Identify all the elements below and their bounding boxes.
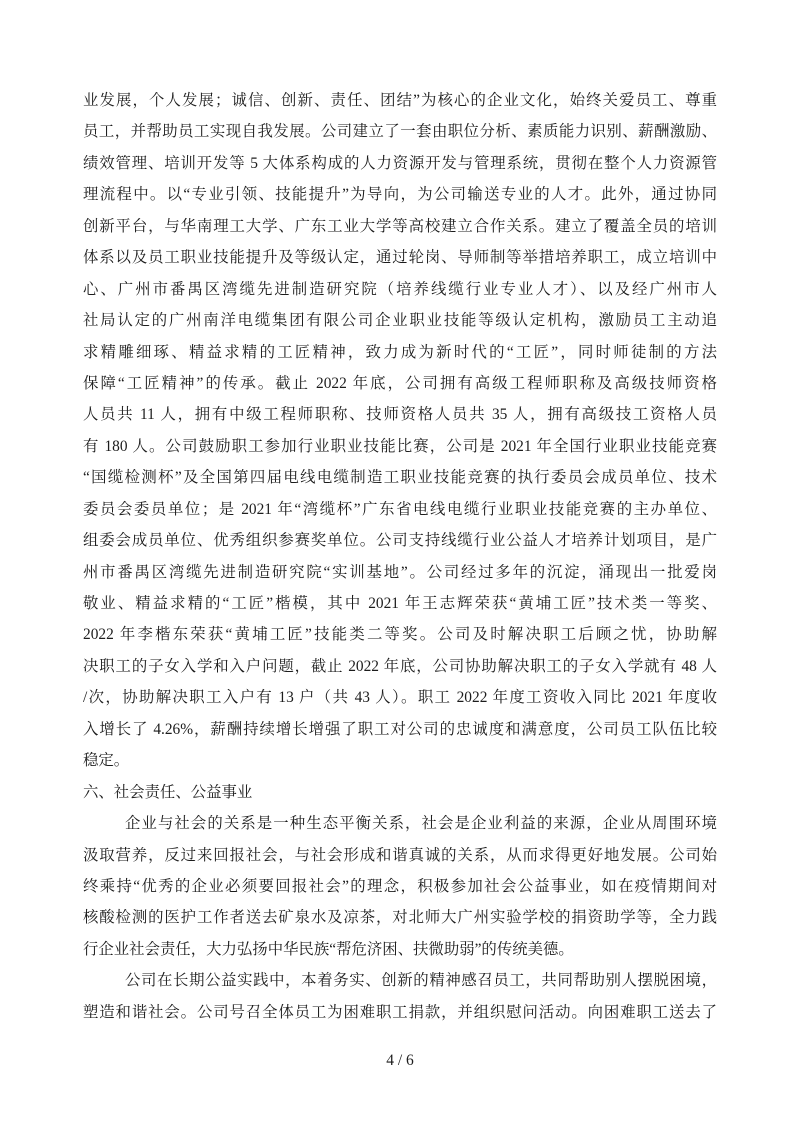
text-line: 入增长了 4.26%，薪酬持续增长增强了职工对公司的忠诚度和满意度，公司员工队伍比较 <box>83 720 717 738</box>
text-line: 理流程中。以“专业引领、技能提升”为导向，为公司输送专业的人才。此外，通过协同 <box>83 186 717 204</box>
text-line: 行企业社会责任，大力弘扬中华民族“帮危济困、扶微助弱”的传统美德。 <box>83 940 574 958</box>
text-line: 核酸检测的医护工作者送去矿泉水及凉茶，对北师大广州实验学校的捐资助学等，全力践 <box>83 909 717 927</box>
text-line: 2022 年李楷东荣获“黄埔工匠”技能类二等奖。公司及时解决职工后顾之忧，协助解 <box>83 626 717 644</box>
text-line: 塑造和谐社会。公司号召全体员工为困难职工捐款，并组织慰问活动。向困难职工送去了 <box>83 1003 717 1021</box>
section-heading: 六、社会责任、公益事业 <box>83 783 253 801</box>
text-line: 保障“工匠精神”的传承。截止 2022 年底，公司拥有高级工程师职称及高级技师资格 <box>83 374 717 392</box>
text-line: 决职工的子女入学和入户问题，截止 2022 年底，公司协助解决职工的子女入学就有 48 人 <box>83 657 717 675</box>
text-line: 企业与社会的关系是一种生态平衡关系，社会是企业利益的来源，企业从周围环境 <box>125 815 717 833</box>
text-line: 人员共 11 人，拥有中级工程师职称、技师资格人员共 35 人，拥有高级技工资格人员 <box>83 406 717 424</box>
text-line: 社局认定的广州南洋电缆集团有限公司企业职业技能等级认定机构，激励员工主动追 <box>83 312 717 330</box>
text-line: 绩效管理、培训开发等 5 大体系构成的人力资源开发与管理系统，贯彻在整个人力资源管 <box>83 154 717 172</box>
text-line: “国缆检测杯”及全国第四届电线电缆制造工职业技能竞赛的执行委员会成员单位、技术 <box>83 469 717 487</box>
paragraph <box>83 808 717 965</box>
text-line: 有 180 人。公司鼓励职工参加行业职业技能比赛，公司是 2021 年全国行业职业技能竞赛 <box>83 437 717 455</box>
text-line: /次，协助解决职工入户有 13 户（共 43 人）。职工 2022 年度工资收入同比 2021 年度收 <box>83 689 717 707</box>
page-number: 4 / 6 <box>386 1052 414 1069</box>
text-line: 心、广州市番禺区湾缆先进制造研究院（培养线缆行业专业人才）、以及经广州市人 <box>83 280 717 298</box>
text-line: 州市番禺区湾缆先进制造研究院“实训基地”。公司经过多年的沉淀，涌现出一批爱岗 <box>83 563 717 581</box>
text-line: 委员会委员单位；是 2021 年“湾缆杯”广东省电线电缆行业职业技能竞赛的主办单位、 <box>83 500 717 518</box>
text-line: 汲取营养，反过来回报社会，与社会形成和谐真诚的关系，从而求得更好地发展。公司始 <box>83 846 717 864</box>
text-line: 求精雕细琢、精益求精的工匠精神，致力成为新时代的“工匠”，同时师徒制的方法 <box>83 343 717 361</box>
text-line: 体系以及员工职业技能提升及等级认定，通过轮岗、导师制等举措培养职工，成立培训中 <box>83 249 717 267</box>
paragraph <box>83 85 717 777</box>
text-line: 业发展，个人发展；诚信、创新、责任、团结”为核心的企业文化，始终关爱员工、尊重 <box>83 92 717 109</box>
text-line: 创新平台，与华南理工大学、广东工业大学等高校建立合作关系。建立了覆盖全员的培训 <box>83 217 717 235</box>
text-line: 终乘持“优秀的企业必须要回报社会”的理念，积极参加社会公益事业，如在疫情期间对 <box>83 877 717 895</box>
text-line: 员工，并帮助员工实现自我发展。公司建立了一套由职位分析、素质能力识别、薪酬激励、 <box>83 123 717 141</box>
text-line: 敬业、精益求精的“工匠”楷模，其中 2021 年王志辉荣获“黄埔工匠”技术类一等奖、 <box>83 595 717 612</box>
text-line: 组委会成员单位、优秀组织参赛奖单位。公司支持线缆行业公益人才培养计划项目，是广 <box>83 532 717 550</box>
text-line: 稳定。 <box>83 752 130 770</box>
text-line: 公司在长期公益实践中，本着务实、创新的精神感召员工，共同帮助别人摆脱困境， <box>125 972 717 990</box>
paragraph <box>83 965 717 1028</box>
text-column <box>83 85 717 1028</box>
